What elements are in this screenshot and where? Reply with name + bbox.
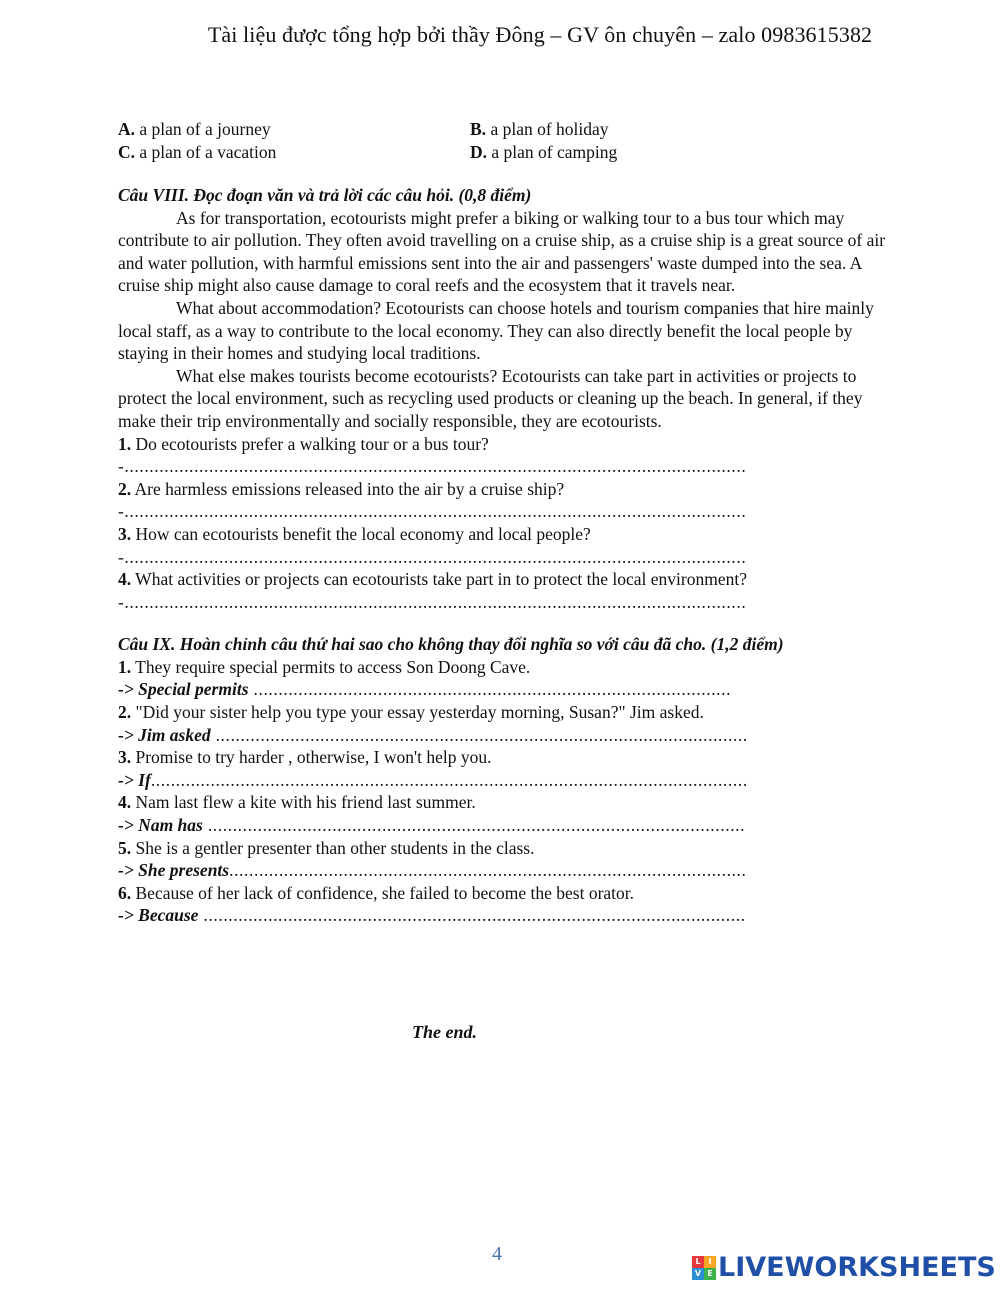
rewrite-sentence-3: 3. Promise to try harder , otherwise, I won't help you. [118,747,492,768]
answer-options [118,118,888,164]
answer-line-1[interactable]: -............................................................................................................................. [118,456,747,477]
rewrite-sentence-2: 2. "Did your sister help you type your essay yesterday morning, Susan?" Jim asked. [118,702,704,723]
worksheet-content [118,118,888,927]
section-8-title: Câu VIII. Đọc đoạn văn và trả lời các câu hỏi. (0,8 điểm) [118,185,532,205]
page-number: 4 [492,1243,502,1265]
passage-paragraph: What about accommodation? Ecotourists can choose hotels and tourism companies that hire mainly local staff, as a way to contribute to the local economy. They can also directly benefit the local people by staying in their homes and studying local traditions. [118,297,874,364]
option-b: B. a plan of holiday [470,119,609,139]
passage-paragraph: As for transportation, ecotourists might prefer a biking or walking tour to a bus tour which may contribute to air pollution. They often avoid travelling on a cruise ship, as a cruise ship is a great source of air and water pollution, with harmful emissions sent into the air and passengers' waste dumped into the sea. A cruise ship might also cause damage to coral reefs and the ecosystem that it travels near. [118,207,886,296]
rewrite-answer-3[interactable]: -> If........................................................................................................................ [118,769,748,790]
question-1: 1. Do ecotourists prefer a walking tour or a bus tour? [118,433,489,454]
answer-line-2[interactable]: -............................................................................................................................. [118,501,747,522]
rewrite-answer-2[interactable]: -> Jim asked ........................................................................................................... [118,724,748,745]
question-2: 2. Are harmless emissions released into the air by a cruise ship? [118,478,565,499]
rewrite-sentence-6: 6. Because of her lack of confidence, she failed to become the best orator. [118,882,635,903]
rewrite-answer-6[interactable]: -> Because ............................................................................................................. [118,905,746,926]
option-d: D. a plan of camping [470,142,618,162]
rewrite-sentence-4: 4. Nam last flew a kite with his friend last summer. [118,792,476,813]
rewrite-answer-4[interactable]: -> Nam has ............................................................................................................ [118,815,746,836]
liveworksheets-logo-icon: L I V E [692,1256,716,1280]
option-a: A. a plan of a journey [118,119,271,139]
page-header: Tài liệu được tổng hợp bởi thầy Đông – GV ôn chuyên – zalo 0983615382 [207,22,873,47]
rewrite-sentence-5: 5. She is a gentler presenter than other students in the class. [118,837,535,858]
answer-line-4[interactable]: -............................................................................................................................. [118,591,747,612]
option-c: C. a plan of a vacation [118,142,277,162]
rewrite-answer-1[interactable]: -> Special permits ................................................................................................ [118,679,732,700]
question-3: 3. How can ecotourists benefit the local economy and local people? [118,523,591,544]
section-9-title: Câu IX. Hoàn chỉnh câu thứ hai sao cho không thay đổi nghĩa so với câu đã cho. (1,2 điểm) [118,634,784,655]
question-4: 4. What activities or projects can ecotourists take part in to protect the local environment? [118,569,747,590]
liveworksheets-logo[interactable] [692,1252,996,1283]
liveworksheets-logo-text: LIVEWORKSHEETS [718,1252,996,1283]
end-text: The end. [412,1022,477,1042]
answer-line-3[interactable]: -............................................................................................................................. [118,546,747,567]
passage-paragraph: What else makes tourists become ecotourists? Ecotourists can take part in activities or projects to protect the local environment, such as recycling used products or cleaning up the beach. In general, if they make their trip environmentally and socially responsible, they are ecotourists. [118,365,863,431]
rewrite-sentence-1: 1. They require special permits to access Son Doong Cave. [118,656,531,677]
rewrite-answer-5[interactable]: -> She presents........................................................................................................ [118,860,747,881]
